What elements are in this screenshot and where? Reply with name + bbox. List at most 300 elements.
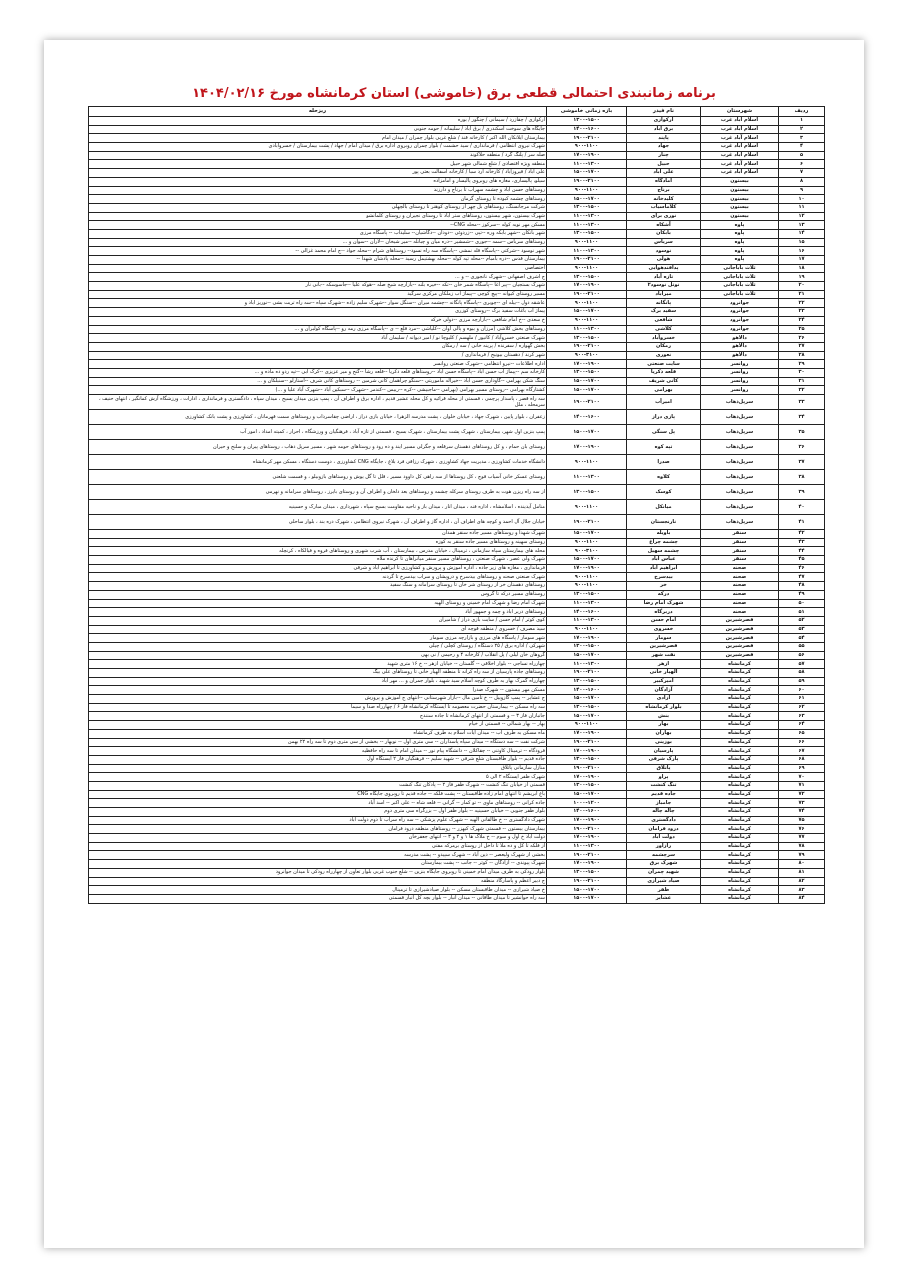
area-cell: شهرک بیستون، شهر بیستون، روستاهای ستر اباد تا روستای نجیران و روستای کلمانشو (89, 212, 547, 221)
row-number-cell: ۵۰ (779, 599, 825, 608)
feeder-cell: کانی شریف (627, 377, 701, 386)
area-cell: دولت آباد خ اول و سوم -- خ ملاک ها ۱ و ۲ و ۳ -- انتهای جعفرخان (89, 834, 547, 843)
time-range-cell: ۱۳۰۰-۱۵۰۰ (547, 203, 627, 212)
feeder-cell: نوسود (627, 247, 701, 256)
table-row (89, 842, 825, 851)
table-row (89, 764, 825, 773)
table-row (89, 712, 825, 721)
city-cell: کرمانشاه (701, 894, 779, 903)
row-number-cell: ۲۸ (779, 351, 825, 360)
table-row (89, 547, 825, 556)
time-range-cell: ۱۱۰۰-۱۳۰۰ (547, 660, 627, 669)
area-cell: سیلو، پالیساری، مغازه های روبروی پالیسار و امامزاده (89, 177, 547, 186)
row-number-cell: ۷۰ (779, 773, 825, 782)
table-row (89, 634, 825, 643)
time-range-cell: ۹۰۰-۱۱۰۰ (547, 500, 627, 515)
table-row (89, 781, 825, 790)
time-range-cell: ۱۵۰۰-۱۷۰۰ (547, 790, 627, 799)
table-row (89, 500, 825, 515)
time-range-cell: ۱۷۰۰-۱۹۰۰ (547, 729, 627, 738)
city-cell: ثلاث باباجانی (701, 273, 779, 282)
row-number-cell: ۱۴ (779, 229, 825, 238)
city-cell: کرمانشاه (701, 790, 779, 799)
table-row (89, 377, 825, 386)
header-feeder: نام فیدر (627, 107, 701, 117)
city-cell: کرمانشاه (701, 868, 779, 877)
area-cell: شهرک بستجیان --پیر آغا --پاسگاه شمر خان --تکه --خیره بلنه --بازارچه شیخ صله --هوکه علیا --جاسوسکه --بانی نار (89, 282, 547, 291)
feeder-cell: نوری برای (627, 212, 701, 221)
city-cell: کرمانشاه (701, 825, 779, 834)
area-cell: بهار -- بهار شمالی -- قسمتی از خیام (89, 721, 547, 730)
row-number-cell: ۱۷ (779, 256, 825, 265)
city-cell: اسلام آباد غرب (701, 169, 779, 178)
area-cell: پیماژ آب باغات سفید برک --روستای کوزری (89, 308, 547, 317)
feeder-cell: جاده قدیم (627, 790, 701, 799)
time-range-cell: ۱۴۰۰-۱۶۰۰ (547, 125, 627, 134)
feeder-cell: جامباز (627, 799, 701, 808)
feeder-cell: پانگانه (627, 299, 701, 308)
header-area: ریزحله (89, 107, 547, 117)
time-range-cell: ۱۳۰۰-۱۵۰۰ (547, 229, 627, 238)
city-cell: بیستون (701, 177, 779, 186)
city-cell: پاوه (701, 221, 779, 230)
table-row (89, 334, 825, 343)
feeder-cell: صیاد شیرازی (627, 877, 701, 886)
time-range-cell: ۱۵۰۰-۱۷۰۰ (547, 556, 627, 565)
area-cell: مسیر روستای کیوانه --پیچ کوچی --پیماژ آب زملکان مرکزی سرگید (89, 290, 547, 299)
city-cell: پاوه (701, 247, 779, 256)
table-row (89, 410, 825, 425)
document-title: برنامه زمانبندی احتمالی قطعی برق (خاموشی) استان کرمانشاه مورخ ۱۴۰۴/۰۲/۱۶ (192, 86, 716, 101)
area-cell: شهرک ولی عصر ، شهرک صنعتی ، روستاهای مسیر سنقر میانراهان تا کرنده ملاه (89, 556, 547, 565)
table-row (89, 203, 825, 212)
time-range-cell: ۹۰۰-۱۱۰۰ (547, 573, 627, 582)
time-range-cell: ۱۷۰۰-۱۹۰۰ (547, 282, 627, 291)
city-cell: بیستون (701, 195, 779, 204)
row-number-cell: ۵۲ (779, 616, 825, 625)
time-range-cell: ۱۴۰۰-۱۶۰۰ (547, 686, 627, 695)
feeder-cell: آمادگاه (627, 177, 701, 186)
feeder-cell: تازه آباد (627, 273, 701, 282)
city-cell: کرمانشاه (701, 773, 779, 782)
row-number-cell: ۴۶ (779, 564, 825, 573)
time-range-cell: ۹۰۰-۱۱۰۰ (547, 186, 627, 195)
table-row (89, 808, 825, 817)
area-cell: مسکن مهر بیستون -- شهرک صدرا (89, 686, 547, 695)
table-row (89, 440, 825, 455)
time-range-cell: ۱۳۰۰-۱۵۰۰ (547, 677, 627, 686)
feeder-cell: امام حسن (627, 616, 701, 625)
area-cell: خیابان جلال آل احمد و کوچه های اطراف آن ، اداره گاز و اطراف آن ، شهرک نیروی انتظامی ، شهرک دره بند ، بلوار ساحلی (89, 515, 547, 530)
feeder-cell: امیرآب (627, 395, 701, 410)
time-range-cell: ۹۰۰-۱۱۰۰ (547, 238, 627, 247)
table-row (89, 264, 825, 273)
area-cell: صله سر / پلنگ گرد / منطقه حلاکوند (89, 151, 547, 160)
row-number-cell: ۳۱ (779, 377, 825, 386)
table-row (89, 256, 825, 265)
feeder-cell: کلاشی (627, 325, 701, 334)
city-cell: اسلام آباد غرب (701, 117, 779, 126)
time-range-cell: ۱۱۰۰-۱۳۰۰ (547, 221, 627, 230)
row-number-cell: ۸۳ (779, 886, 825, 895)
feeder-cell: کلیدخانه (627, 195, 701, 204)
feeder-cell: ارکوازی (627, 117, 701, 126)
row-number-cell: ۲۶ (779, 334, 825, 343)
city-cell: اسلام آباد غرب (701, 143, 779, 152)
row-number-cell: ۵ (779, 151, 825, 160)
area-cell: شهر کرند / دهستان بیونیج / فرمانداری / (89, 351, 547, 360)
city-cell: اسلام آباد غرب (701, 151, 779, 160)
city-cell: سنقر (701, 547, 779, 556)
feeder-cell: آزادی (627, 695, 701, 704)
area-cell: محله های بیمارستان سپاه سازمانی ، ترمینال ، خیابان مدرس ، بیمارستان ، آب شرب شهری و روستاهای فروه و فیالکاه ، کرنچله (89, 547, 547, 556)
city-cell: کرمانشاه (701, 721, 779, 730)
time-range-cell: ۱۹۰۰-۲۱۰۰ (547, 669, 627, 678)
row-number-cell: ۴۹ (779, 590, 825, 599)
table-row (89, 186, 825, 195)
area-cell: ماه مسکن به طرف آب -- میدان آیات اسلام به طرف کرمانشاه (89, 729, 547, 738)
row-number-cell: ۸۱ (779, 868, 825, 877)
feeder-cell: بهاران (627, 729, 701, 738)
row-number-cell: ۶۱ (779, 695, 825, 704)
area-cell: شرکت مرجانسنگ، روستاهای بل چهر از روستای کوهنر تا روستای بالچهلی (89, 203, 547, 212)
table-row (89, 608, 825, 617)
area-cell: ج دبیر اعظم و پاسارگاد منطقه (89, 877, 547, 886)
feeder-cell: آزادگان (627, 686, 701, 695)
area-cell: بخش گهواره / سفرنده / پرینه خانی / سه / رمکان (89, 342, 547, 351)
table-row (89, 395, 825, 410)
area-cell: کشتارگاه بهرامی --روستای مسیر بهرامی (بهرامی --ماجبیشی --کره --رییس --کندمر --شهرک --سبکین آباد --شهرک آباد علیا و ...) (89, 386, 547, 395)
area-cell: بلوار ظفر جنوبی -- خیابان حسینیه -- بلوار ظفر اول -- بزرگراه سی متری دوم (89, 808, 547, 817)
feeder-cell: عشایر (627, 894, 701, 903)
city-cell: کرمانشاه (701, 695, 779, 704)
row-number-cell: ۴۵ (779, 556, 825, 565)
feeder-cell: شهرک امام رضا (627, 599, 701, 608)
time-range-cell: ۱۳۰۰-۱۵۰۰ (547, 334, 627, 343)
time-range-cell: ۱۳۰۰-۱۵۰۰ (547, 703, 627, 712)
city-cell: کرمانشاه (701, 816, 779, 825)
row-number-cell: ۱۲ (779, 212, 825, 221)
city-cell: جوانرود (701, 308, 779, 317)
city-cell: قصرشیرین (701, 625, 779, 634)
city-cell: کرمانشاه (701, 799, 779, 808)
row-number-cell: ۳۷ (779, 455, 825, 470)
row-number-cell: ۵۶ (779, 651, 825, 660)
row-number-cell: ۱۹ (779, 273, 825, 282)
row-number-cell: ۲۱ (779, 290, 825, 299)
time-range-cell: ۱۷۰۰-۱۹۰۰ (547, 151, 627, 160)
city-cell: قصرشیرین (701, 642, 779, 651)
row-number-cell: ۳۴ (779, 410, 825, 425)
time-range-cell: ۱۹۰۰-۲۱۰۰ (547, 825, 627, 834)
feeder-cell: بیدسرخ (627, 573, 701, 582)
feeder-cell: پدافندهوایی (627, 264, 701, 273)
city-cell: جوانرود (701, 299, 779, 308)
feeder-cell: کلاوه (627, 470, 701, 485)
time-range-cell: ۱۳۰۰-۱۵۰۰ (547, 755, 627, 764)
area-cell: ج عشایر -- پمپ گازوییل -- خ تامین مال --بازار شهرستانی --انتهای ج آموزش و پرورش (89, 695, 547, 704)
time-range-cell: ۱۳۰۰-۱۵۰۰ (547, 868, 627, 877)
area-cell: کارخانه سم --پیماژ آب حسن اباد --پاسگاه حسن اباد --روستاهای قلعه ذکریا --قلعه رشا --گنج و میر عزیزی --کرک آبی --تپه ردو ده ماده و ... (89, 368, 547, 377)
feeder-cell: بهرامی (627, 386, 701, 395)
time-range-cell: ۱۵۰۰-۱۷۰۰ (547, 195, 627, 204)
feeder-cell: تنگ کنشت (627, 781, 701, 790)
time-range-cell: ۱۷۰۰-۱۹۰۰ (547, 440, 627, 455)
city-cell: قصرشیرین (701, 651, 779, 660)
table-row (89, 799, 825, 808)
area-cell: روستاهای دهستان خر از روستای شر خان تا روستای سرامانه و سنگ سفید (89, 582, 547, 591)
row-number-cell: ۷۱ (779, 781, 825, 790)
city-cell: کرمانشاه (701, 712, 779, 721)
row-number-cell: ۵۱ (779, 608, 825, 617)
feeder-cell: صدرا (627, 455, 701, 470)
feeder-cell: چنار (627, 151, 701, 160)
row-number-cell: ۷۴ (779, 808, 825, 817)
row-number-cell: ۶۹ (779, 764, 825, 773)
row-number-cell: ۴۴ (779, 547, 825, 556)
feeder-cell: حبیل (627, 160, 701, 169)
time-range-cell: ۱۳۰۰-۱۵۰۰ (547, 273, 627, 282)
table-row (89, 677, 825, 686)
city-cell: سنقر (701, 538, 779, 547)
row-number-cell: ۵۹ (779, 677, 825, 686)
table-row (89, 825, 825, 834)
feeder-cell: قلعه ذکریا (627, 368, 701, 377)
table-row (89, 834, 825, 843)
feeder-cell: شافعی (627, 316, 701, 325)
time-range-cell: ۱۴۰۰-۱۶۰۰ (547, 410, 627, 425)
time-range-cell: ۹۰۰-۱۱۰۰ (547, 299, 627, 308)
table-row (89, 868, 825, 877)
row-number-cell: ۹ (779, 186, 825, 195)
table-row (89, 599, 825, 608)
row-number-cell: ۶۵ (779, 729, 825, 738)
feeder-cell: بنش (627, 712, 701, 721)
row-number-cell: ۶۸ (779, 755, 825, 764)
city-cell: پاوه (701, 256, 779, 265)
area-cell: گروهان خان لیلی / پل انقلاب / کارخانه ۴ و رحیمی / نی بهی (89, 651, 547, 660)
table-row (89, 134, 825, 143)
feeder-cell: درکه (627, 590, 701, 599)
row-number-cell: ۱۸ (779, 264, 825, 273)
time-range-cell: ۱۹۰۰-۲۱۰۰ (547, 851, 627, 860)
area-cell: شهر سومار / پاسگاه های مرزی و بازارچه مرزی سومار (89, 634, 547, 643)
table-row (89, 590, 825, 599)
time-range-cell: ۱۰۰۰-۱۲۰۰ (547, 799, 627, 808)
city-cell: سرپل‌ذهاب (701, 470, 779, 485)
city-cell: کرمانشاه (701, 860, 779, 869)
time-range-cell: ۱۳۰۰-۱۵۰۰ (547, 642, 627, 651)
table-row (89, 342, 825, 351)
row-number-cell: ۷۶ (779, 825, 825, 834)
feeder-cell: امیرکبیر (627, 677, 701, 686)
table-row (89, 564, 825, 573)
row-number-cell: ۲ (779, 125, 825, 134)
table-row (89, 860, 825, 869)
feeder-cell: نوتل نوسود۲ (627, 282, 701, 291)
city-cell: سرپل‌ذهاب (701, 455, 779, 470)
feeder-cell: شهید چمران (627, 868, 701, 877)
table-row (89, 616, 825, 625)
feeder-cell: پارک شرقی (627, 755, 701, 764)
time-range-cell: ۱۵۰۰-۱۷۰۰ (547, 530, 627, 539)
feeder-cell: پارسیان (627, 747, 701, 756)
row-number-cell: ۴۷ (779, 573, 825, 582)
area-cell: شهرک امام رضا و شهرک امام خمینی و روستای الهیه (89, 599, 547, 608)
feeder-cell: دربرگاه (627, 608, 701, 617)
table-row (89, 143, 825, 152)
city-cell: بیستون (701, 212, 779, 221)
row-number-cell: ۳۹ (779, 485, 825, 500)
city-cell: کرمانشاه (701, 755, 779, 764)
time-range-cell: ۱۷۰۰-۱۹۰۰ (547, 360, 627, 369)
time-range-cell: ۱۳۰۰-۱۵۰۰ (547, 485, 627, 500)
table-row (89, 455, 825, 470)
area-cell: روستاهای چشمه کبوده تا روستای گرمان (89, 195, 547, 204)
table-row (89, 151, 825, 160)
table-row (89, 368, 825, 377)
area-cell: کوی کوثر / امام حسن / سایت بازی دراز / شامیران (89, 616, 547, 625)
time-range-cell: ۱۷۰۰-۱۹۰۰ (547, 747, 627, 756)
row-number-cell: ۳۲ (779, 386, 825, 395)
table-row (89, 160, 825, 169)
area-cell: روستاهای دربر اباد و چمه و جمهور آباد (89, 608, 547, 617)
table-row (89, 877, 825, 886)
table-row (89, 773, 825, 782)
area-cell: خ سعدی --خ امام شافعی --بازارچه مرزی --دولی خرکه (89, 316, 547, 325)
area-cell: روستای عسکر خانی آسیاب قوچ ، کل روستاها از سه راهی کل داوود مسیر ، قلل تا گل یوش و روستاهای بازوبیلو ، و قسمت شلعنی (89, 470, 547, 485)
feeder-cell: سرباس (627, 238, 701, 247)
city-cell: قصرشیرین (701, 634, 779, 643)
row-number-cell: ۵۷ (779, 660, 825, 669)
city-cell: اسلام آباد غرب (701, 125, 779, 134)
area-cell: قسمتی از خیابان تنگ کنشت -- شهرک ظفر فاز ۲ -- پادکان تنگ کنشت (89, 781, 547, 790)
feeder-cell: دولت آباد (627, 834, 701, 843)
row-number-cell: ۳۳ (779, 395, 825, 410)
city-cell: جوانرود (701, 325, 779, 334)
row-number-cell: ۴۲ (779, 530, 825, 539)
table-row (89, 851, 825, 860)
row-number-cell: ۷۸ (779, 842, 825, 851)
table-row (89, 195, 825, 204)
area-cell: شرکت نفت -- سه دستگاه -- میدان سپاه پاسداران -- سی متری اول -- نوبهار -- بخشی از سی متری دوم تا سه راه ۲۲ بهمن (89, 738, 547, 747)
city-cell: صحنه (701, 599, 779, 608)
city-cell: سرپل‌ذهاب (701, 425, 779, 440)
feeder-cell: عباس آباد (627, 556, 701, 565)
row-number-cell: ۲۷ (779, 342, 825, 351)
city-cell: دالاهو (701, 342, 779, 351)
feeder-cell: رمکان (627, 342, 701, 351)
area-cell: شهر بانکان --شهر بابکه وره --تپی --زردوئی --دودان --دگاشیان-- سلیدآب -- پاسگاه مرزی (89, 229, 547, 238)
table-row (89, 686, 825, 695)
city-cell: ثلاث باباجانی (701, 264, 779, 273)
row-number-cell: ۶۶ (779, 738, 825, 747)
area-cell: شهرک دادگستری -- خ طالقانی الهیه -- شهرک علوم پزشکی -- سه راه سراب تا دوم دولت آباد (89, 816, 547, 825)
row-number-cell: ۳۵ (779, 425, 825, 440)
city-cell: کرمانشاه (701, 703, 779, 712)
area-cell: منطقه ویژه اقتصادی / شلع شمالی شهر حبیل (89, 160, 547, 169)
row-number-cell: ۲۳ (779, 308, 825, 317)
time-range-cell: ۱۹۰۰-۲۱۰۰ (547, 256, 627, 265)
time-range-cell: ۱۹۰۰-۲۱۰۰ (547, 877, 627, 886)
table-row (89, 117, 825, 126)
table-row (89, 790, 825, 799)
table-row (89, 221, 825, 230)
city-cell: سرپل‌ذهاب (701, 500, 779, 515)
area-cell: از فلکه تا کل و ده ملا تا داخل از روستای برمرکه مفتی (89, 842, 547, 851)
feeder-cell: دادگستری (627, 816, 701, 825)
time-range-cell: ۱۹۰۰-۲۱۰۰ (547, 738, 627, 747)
time-range-cell: ۹۰۰-۱۱۰۰ (547, 455, 627, 470)
feeder-cell: پاپند (627, 134, 701, 143)
area-cell: روستاهای بخش کلاشی (مرزان و بیوه و پالی آوان --کلیاشی --مرد قلع -- ی --پاسگاه مرزی رمه رو --پاسگاه کولبران و ... (89, 325, 547, 334)
row-number-cell: ۵۴ (779, 634, 825, 643)
city-cell: کرمانشاه (701, 877, 779, 886)
table-row (89, 308, 825, 317)
area-cell: شهرک صنعتی خسروآباد / کانیور / ملهسم / کلیوچا نو / امیر دیوانه / سلیمان آباد (89, 334, 547, 343)
area-cell: سه راه مسکن -- بیمارستان حضرت معصومه تا ایستگاه کرمانشاه فاز ۶ / چهارراه صدا و سیما (89, 703, 547, 712)
row-number-cell: ۳ (779, 134, 825, 143)
feeder-cell: کوسک (627, 485, 701, 500)
row-number-cell: ۳۸ (779, 470, 825, 485)
city-cell: سنقر (701, 556, 779, 565)
table-row (89, 816, 825, 825)
table-row (89, 703, 825, 712)
time-range-cell: ۱۵۰۰-۱۷۰۰ (547, 308, 627, 317)
row-number-cell: ۲۵ (779, 325, 825, 334)
table-row (89, 515, 825, 530)
city-cell: بیستون (701, 186, 779, 195)
feeder-cell: هولی (627, 256, 701, 265)
feeder-cell: پراو (627, 773, 701, 782)
table-row (89, 360, 825, 369)
city-cell: روانسر (701, 360, 779, 369)
table-row (89, 755, 825, 764)
city-cell: روانسر (701, 368, 779, 377)
city-cell: سنقر (701, 530, 779, 539)
row-number-cell: ۴۸ (779, 582, 825, 591)
area-cell: شهرکی / اداره برق / ۲۵ دستگاه / روستای کچلی / چیلی (89, 642, 547, 651)
feeder-cell: نارنجستان (627, 515, 701, 530)
area-cell: اختصاصی (89, 264, 547, 273)
city-cell: کرمانشاه (701, 834, 779, 843)
feeder-cell: خسروی (627, 625, 701, 634)
time-range-cell: ۱۹۰۰-۲۱۰۰ (547, 515, 627, 530)
area-cell: اداره اطلاعات --نیرو انتظامی --شهرک صنعتی روانسر (89, 360, 547, 369)
table-row (89, 695, 825, 704)
area-cell: ارکوازی / چقازرد / سیمانی / چنگور / بوره (89, 117, 547, 126)
city-cell: کرمانشاه (701, 886, 779, 895)
time-range-cell: ۹۰۰-۱۱۰۰ (547, 143, 627, 152)
row-number-cell: ۱۵ (779, 238, 825, 247)
table-row (89, 573, 825, 582)
row-number-cell: ۱۰ (779, 195, 825, 204)
area-cell: بیمارستان ایلانکان الله اکبر / کارخانه قند / شلع غربی بلوار چمران / میدان امام (89, 134, 547, 143)
city-cell: کرمانشاه (701, 808, 779, 817)
table-row (89, 886, 825, 895)
table-row (89, 582, 825, 591)
time-range-cell: ۱۱۰۰-۱۳۰۰ (547, 212, 627, 221)
time-range-cell: ۱۱۰۰-۱۳۰۰ (547, 325, 627, 334)
row-number-cell: ۱۱ (779, 203, 825, 212)
area-cell: سه راه قصر ، پاسدار پرچمی ، قسمتی از محله قرائیه و کل محله عشیر قدیم ، اداره برق و اطراف آن ، پمپ بنزین میدان بسیج ، میدان سپاه ، دادگستری و فرمانداری ، ادارات ، ورزشگاه آرش کمانگیر ، انتهای حنیف ، سرمحله ، ملل (89, 395, 547, 410)
row-number-cell: ۱ (779, 117, 825, 126)
area-cell: ج اشرف اصفهانی --شهرک نانجوری -- و ... (89, 273, 547, 282)
row-number-cell: ۵۵ (779, 642, 825, 651)
area-cell: فرودگاه -- ترمینال کاوتنی -- چقاکلان -- دانشگاه پیام نور -- میدان امام تا سه راه حافظیه (89, 747, 547, 756)
feeder-cell: بوزینی (627, 738, 701, 747)
table-row (89, 530, 825, 539)
